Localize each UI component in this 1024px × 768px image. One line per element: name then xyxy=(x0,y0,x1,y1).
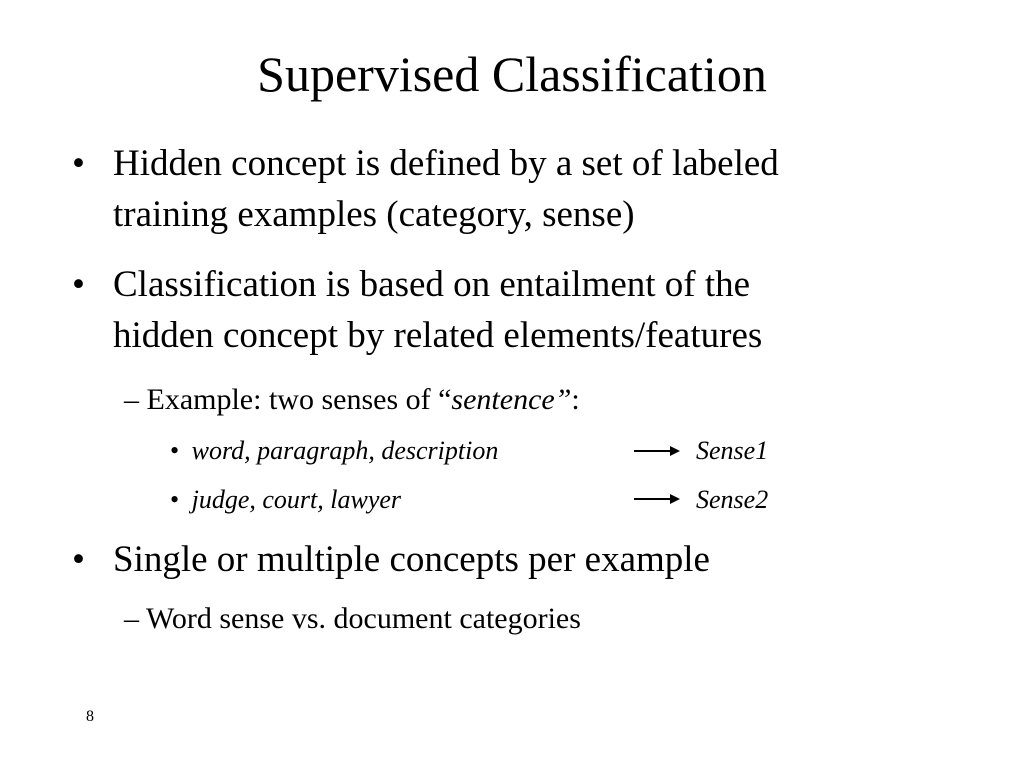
right-arrow-icon xyxy=(634,493,680,505)
bullet-single-multiple xyxy=(72,534,972,585)
sub-bullet-example xyxy=(124,380,580,420)
bullet-marker: • xyxy=(72,143,85,184)
sub-bullet-word-sense: – Word sense vs. document categories xyxy=(124,602,581,635)
bullet-marker: • xyxy=(72,264,85,305)
bullet-marker: • xyxy=(72,539,85,580)
example-word: sentence” xyxy=(451,383,572,416)
bullet-text-line: training examples (category, sense) xyxy=(113,194,635,235)
page-number: 8 xyxy=(86,708,94,725)
right-arrow-icon xyxy=(634,445,680,457)
sense-item xyxy=(170,434,498,468)
bullet-text-line: hidden concept by related elements/features xyxy=(113,315,763,356)
bullet-hidden-concept xyxy=(72,138,972,240)
slide-title: Supervised Classification xyxy=(257,46,767,102)
sense-features: judge, court, lawyer xyxy=(191,485,402,514)
example-prefix: – Example: two senses of “ xyxy=(124,383,452,416)
bullet-marker: • xyxy=(170,436,180,465)
sense-item xyxy=(170,483,401,517)
sense-label: Sense2 xyxy=(696,485,769,514)
example-suffix: : xyxy=(571,383,580,416)
bullet-text-line: Hidden concept is defined by a set of labeled xyxy=(113,143,779,184)
bullet-text-line: Single or multiple concepts per example xyxy=(113,539,710,580)
bullet-text-line: Classification is based on entailment of the xyxy=(113,264,751,305)
bullet-marker: • xyxy=(170,485,180,514)
bullet-classification xyxy=(72,259,972,361)
sense-label: Sense1 xyxy=(696,436,769,465)
sense-features: word, paragraph, description xyxy=(191,436,499,465)
